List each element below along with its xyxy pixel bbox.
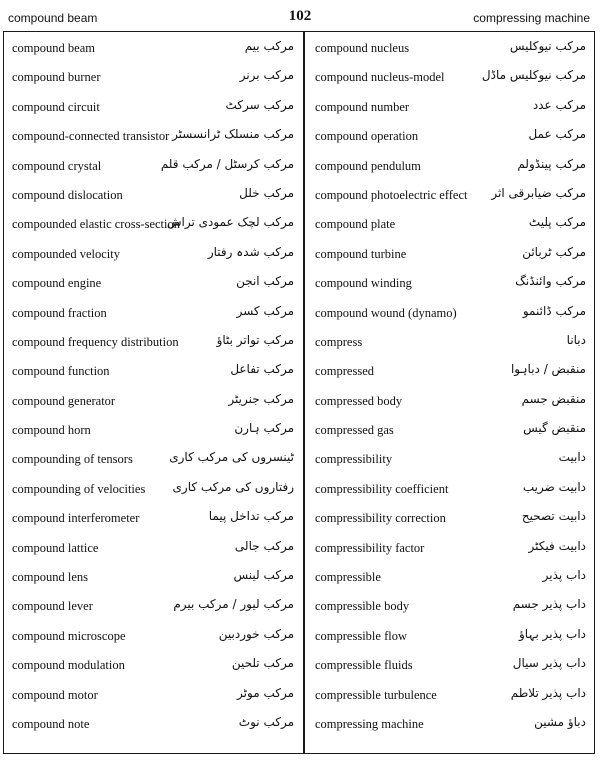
urdu-translation: مرکب کسر [236,303,294,318]
dictionary-entry [306,562,594,591]
english-term: compound interferometer [12,511,140,526]
english-term: compressibility correction [315,511,446,526]
dictionary-entry [4,33,302,62]
english-term: compound beam [12,41,95,55]
dictionary-entry [4,444,302,473]
english-term: compound horn [12,423,91,438]
english-term: compound fraction [12,305,107,320]
urdu-translation: مرکب عدد [532,97,586,112]
urdu-translation: مرکب تواتر بٹاؤ [216,332,294,347]
urdu-translation: داب پذیر جسم [512,597,586,612]
english-term: compressed body [315,393,403,408]
english-term: compound number [315,99,410,114]
urdu-translation: مرکب نیوکلیس ماڈل [481,68,586,83]
urdu-translation: مرکب ڈائنمو [522,303,586,318]
english-term: compound plate [315,217,396,232]
dictionary-entry [4,621,302,650]
dictionary-entry [306,268,594,297]
english-term: compound nucleus-model [315,70,445,85]
english-term: compound pendulum [315,158,421,173]
urdu-translation: منقبض / دباہوا [510,362,586,377]
urdu-translation: مرکب منسلک ٹرانسسٹر [172,127,294,142]
dictionary-entry [306,33,594,62]
dictionary-entry [4,533,302,562]
dictionary-entry [306,209,594,238]
urdu-translation: مرکب خلل [239,185,294,200]
english-term: compound generator [12,393,116,408]
urdu-translation: مرکب شدہ رفتار [207,244,294,259]
dictionary-entry [4,268,302,297]
urdu-translation: مرکب تداخل پیما [208,509,294,524]
urdu-translation: مرکب وائنڈنگ [515,274,586,289]
urdu-translation: مرکب سرکٹ [225,97,294,112]
urdu-translation: داب پذیر بہاؤ [518,626,586,641]
dictionary-entry [4,62,302,91]
english-term: compounding of velocities [12,481,146,496]
english-term: compound wound (dynamo) [315,305,457,320]
urdu-translation: مرکب لچک عمودی تراش [166,215,294,230]
urdu-translation: مرکب بیم [244,39,294,53]
urdu-translation: دابیت [558,450,586,465]
english-term: compound crystal [12,158,102,173]
dictionary-entry [4,121,302,150]
urdu-translation: مرکب نوٹ [238,714,294,729]
english-term: compressibility [315,452,393,467]
dictionary-entry [306,180,594,209]
english-term: compressible turbulence [315,687,437,702]
urdu-translation: دابیت تصحیح [521,509,586,524]
english-term: compound-connected transistor [12,129,170,144]
urdu-translation: مرکب پلیٹ [528,215,586,230]
urdu-translation: مرکب ضیابرقی اثر [491,185,586,200]
urdu-translation: مرکب جنریٹر [228,391,294,406]
urdu-translation: مرکب موٹر [237,685,294,700]
urdu-translation: مرکب لیور / مرکب بیرم [173,597,294,612]
urdu-translation: مرکب پینڈولم [517,156,586,171]
urdu-translation: دبانا [566,332,586,347]
dictionary-entry [4,591,302,620]
english-term: compounding of tensors [12,452,133,467]
urdu-translation: مرکب تلحین [231,656,294,671]
english-term: compound photoelectric effect [315,187,468,202]
dictionary-entry [306,298,594,327]
dictionary-entry [306,356,594,385]
urdu-translation: ٹینسروں کی مرکب کاری [169,450,294,465]
dictionary-entry [306,327,594,356]
urdu-translation: مرکب عمل [528,127,586,142]
dictionary-entry [4,415,302,444]
english-term: compressible flow [315,628,407,643]
dictionary-entry [306,92,594,121]
dictionary-entry [306,709,594,738]
dictionary-entry [306,239,594,268]
english-term: compressed gas [315,423,394,438]
english-term: compounded velocity [12,246,120,261]
dictionary-entry [4,680,302,709]
dictionary-entry [4,180,302,209]
dictionary-entry [4,474,302,503]
dictionary-entry [306,386,594,415]
english-term: compressible fluids [315,658,413,673]
english-term: compound modulation [12,658,125,673]
dictionary-entry [306,650,594,679]
english-term: compressed [315,364,375,379]
right-column [306,33,594,738]
dictionary-entry [4,650,302,679]
english-term: compress [315,334,363,349]
urdu-translation: مرکب برنر [239,68,294,83]
dictionary-entry [306,62,594,91]
english-term: compound burner [12,70,101,85]
english-term: compound lattice [12,540,99,555]
dictionary-entry [306,591,594,620]
english-term: compressible [315,570,381,585]
dictionary-entry [4,239,302,268]
english-term: compound microscope [12,628,126,643]
english-term: compressible body [315,599,410,614]
dictionary-entry [4,327,302,356]
english-term: compound note [12,716,90,731]
english-term: compressing machine [315,716,424,731]
urdu-translation: داب پذیر [542,568,586,583]
dictionary-entry [306,533,594,562]
english-term: compound dislocation [12,187,123,202]
english-term: compound lever [12,599,93,614]
dictionary-entry [4,92,302,121]
left-guide-word: compound beam [8,11,98,25]
urdu-translation: مرکب تفاعل [230,362,294,377]
english-term: compound frequency distribution [12,334,179,349]
urdu-translation: دابیت ضریب [522,479,586,494]
dictionary-entry [4,298,302,327]
english-term: compounded elastic cross-section [12,217,181,232]
urdu-translation: داب پذیر تلاطم [510,685,586,700]
urdu-translation: مرکب انجن [236,274,294,289]
english-term: compressibility coefficient [315,481,449,496]
urdu-translation: رفتاروں کی مرکب کاری [172,479,294,494]
dictionary-entry [306,680,594,709]
english-term: compound winding [315,276,412,291]
urdu-translation: مرکب ٹربائن [522,244,586,259]
urdu-translation: دابیت فیکٹر [528,538,586,553]
dictionary-entry [4,151,302,180]
english-term: compound circuit [12,99,100,114]
english-term: compressibility factor [315,540,425,555]
urdu-translation: منقبض جسم [521,391,586,406]
dictionary-entry [4,356,302,385]
english-term: compound lens [12,570,89,585]
urdu-translation: مرکب کرسٹل / مرکب قلم [160,156,294,171]
page-header [0,0,600,30]
urdu-translation: داب پذیر سیال [512,656,586,671]
english-term: compound motor [12,687,98,702]
urdu-translation: منقبض گیس [523,421,586,436]
urdu-translation: مرکب جالی [234,538,294,553]
right-guide-word: compressing machine [473,11,590,25]
english-term: compound turbine [315,246,407,261]
english-term: compound function [12,364,110,379]
left-column [4,33,302,738]
english-term: compound engine [12,276,102,291]
dictionary-entry [4,503,302,532]
english-term: compound operation [315,129,419,144]
dictionary-entry [4,386,302,415]
urdu-translation: مرکب ہارن [234,421,294,436]
dictionary-entry [306,151,594,180]
dictionary-entry [306,444,594,473]
dictionary-entry [4,709,302,738]
page-number: 102 [288,8,312,24]
dictionary-entry [4,562,302,591]
dictionary-entry [306,503,594,532]
column-divider [303,31,305,754]
dictionary-entry [4,209,302,238]
dictionary-entry [306,415,594,444]
urdu-translation: مرکب خوردبین [218,626,294,641]
dictionary-entry [306,121,594,150]
dictionary-entry [306,474,594,503]
urdu-translation: مرکب لینس [233,568,294,583]
english-term: compound nucleus [315,41,410,55]
urdu-translation: مرکب نیوکلیس [509,39,586,53]
urdu-translation: دباؤ مشین [534,714,586,729]
dictionary-entry [306,621,594,650]
